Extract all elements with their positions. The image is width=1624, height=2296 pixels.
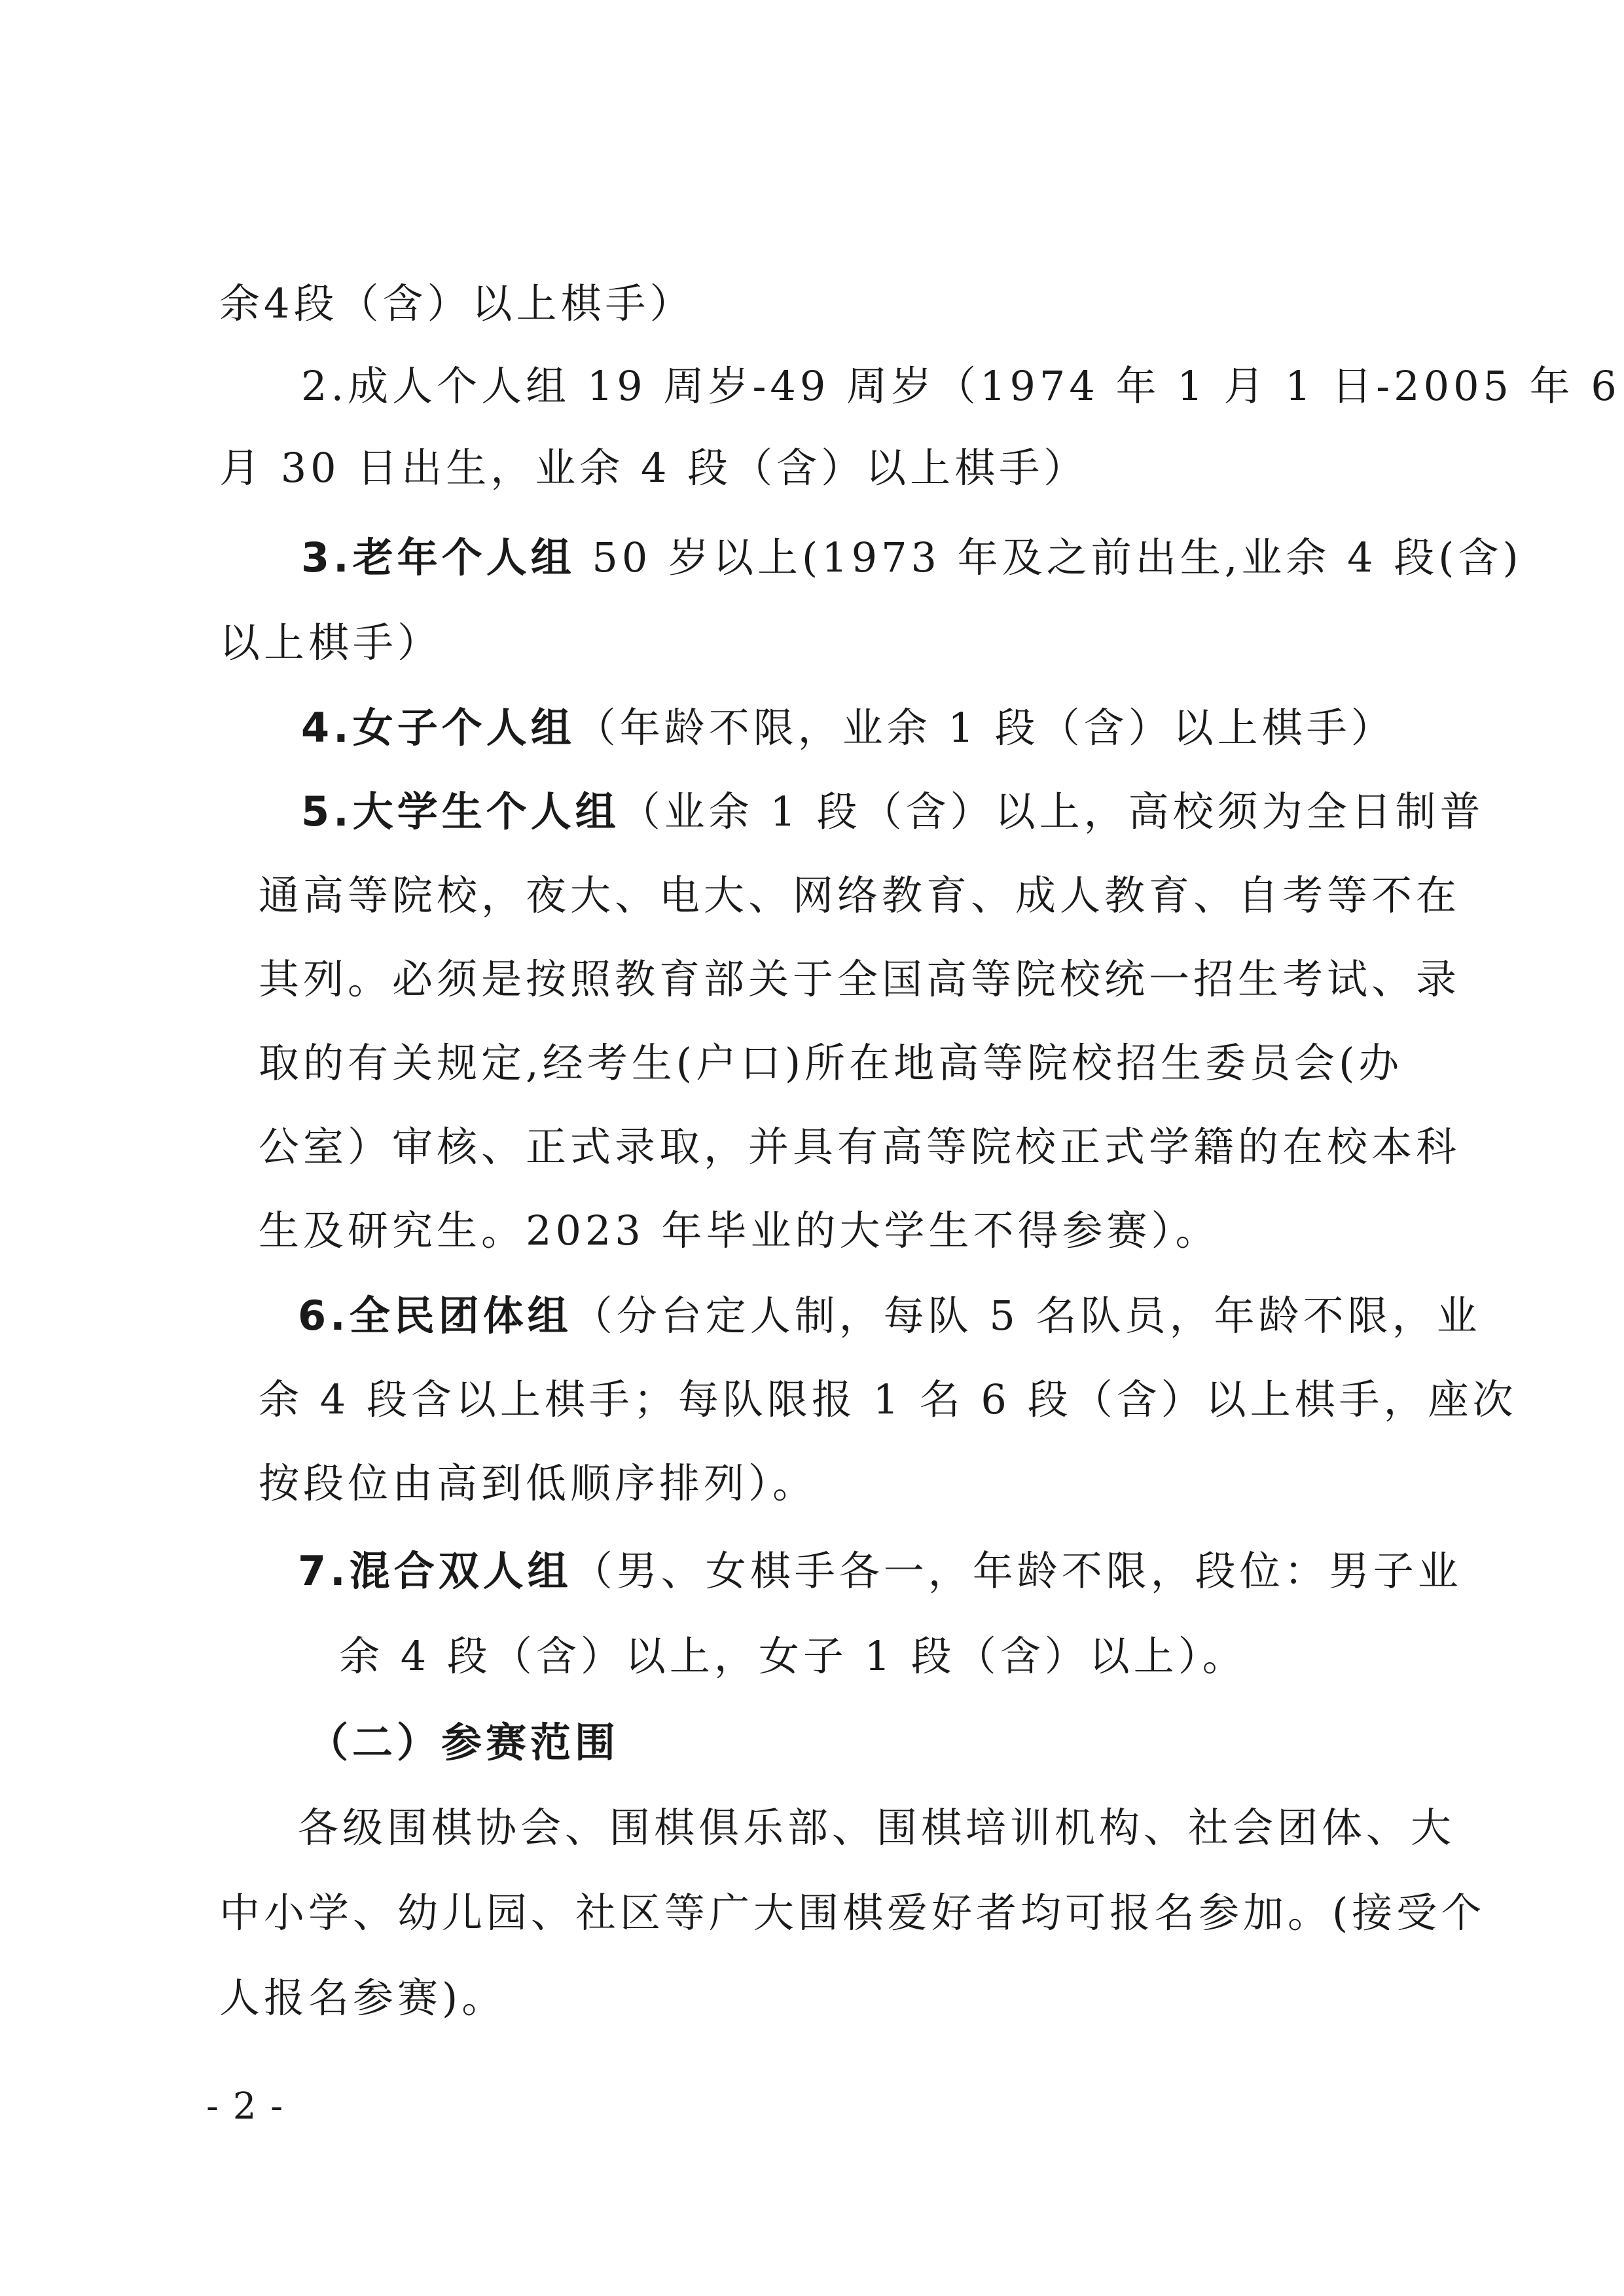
line-text: 月 30 日出生，业余 4 段（含）以上棋手） [219, 444, 1089, 492]
text-line [298, 1545, 1462, 1597]
item-label-elderly: 3.老年个人组 [301, 534, 575, 581]
line-text: 其列。必须是按照教育部关于全国高等院校统一招生考试、录 [259, 955, 1461, 1003]
text-line [259, 953, 1460, 1006]
text-line [219, 1972, 506, 2024]
line-text: 各级围棋协会、围棋俱乐部、围棋培训机构、社会团体、大 [298, 1804, 1456, 1851]
line-text: 通高等院校，夜大、电大、网络教育、成人教育、自考等不在 [259, 871, 1461, 919]
page-number: - 2 - [206, 2085, 285, 2128]
text-line [301, 786, 1485, 838]
item-label-team: 6.全民团体组 [298, 1292, 572, 1339]
line-text: 取的有关规定,经考生(户口)所在地高等院校招生委员会(办 [259, 1039, 1403, 1087]
section-heading-label: （二）参赛范围 [308, 1719, 620, 1766]
text-line [339, 1630, 1247, 1683]
text-line [219, 442, 1088, 494]
text-line [259, 1205, 1220, 1257]
line-text: 按段位由高到低顺序排列）。 [259, 1459, 818, 1507]
line-text: 余4段（含）以上棋手） [219, 280, 695, 327]
line-text: （年龄不限，业余 1 段（含）以上棋手） [575, 704, 1396, 752]
text-line [301, 360, 1621, 412]
line-text: 余 4 段含以上棋手；每队限报 1 名 6 段（含）以上棋手，座次 [259, 1376, 1517, 1423]
line-text: （分台定人制，每队 5 名队员，年龄不限，业 [571, 1292, 1481, 1339]
text-line [259, 1457, 817, 1510]
item-label-university: 5.大学生个人组 [301, 788, 620, 835]
line-text: 以上棋手） [219, 619, 442, 666]
text-line [301, 532, 1523, 584]
text-line [298, 1290, 1481, 1342]
line-text: 人报名参赛)。 [219, 1974, 507, 2022]
line-text: 2.成人个人组 19 周岁-49 周岁（1974 年 1 月 1 日-2005 年 6 [301, 362, 1621, 410]
text-line [259, 1037, 1403, 1089]
line-text: 公室）审核、正式录取，并具有高等院校正式学籍的在校本科 [259, 1123, 1461, 1171]
text-line [259, 869, 1460, 922]
text-line [219, 278, 694, 330]
line-text: 50 岁以上(1973 年及之前出生,业余 4 段(含) [575, 534, 1523, 581]
line-text: 生及研究生。2023 年毕业的大学生不得参赛）。 [259, 1207, 1220, 1254]
item-label-women: 4.女子个人组 [301, 704, 575, 752]
line-text: （男、女棋手各一，年龄不限，段位：男子业 [571, 1547, 1462, 1595]
line-text: 中小学、幼儿园、社区等广大围棋爱好者均可报名参加。(接受个 [219, 1889, 1486, 1937]
line-text: 余 4 段（含）以上，女子 1 段（含）以上）。 [339, 1632, 1247, 1680]
text-line [298, 1802, 1455, 1854]
text-line [259, 1121, 1460, 1173]
text-line [301, 702, 1396, 754]
section-heading [308, 1717, 619, 1769]
line-text: （业余 1 段（含）以上，高校须为全日制普 [619, 788, 1485, 835]
text-line [219, 617, 442, 669]
text-line [259, 1374, 1517, 1426]
item-label-mixed-pairs: 7.混合双人组 [298, 1547, 572, 1595]
text-line [219, 1887, 1485, 1939]
